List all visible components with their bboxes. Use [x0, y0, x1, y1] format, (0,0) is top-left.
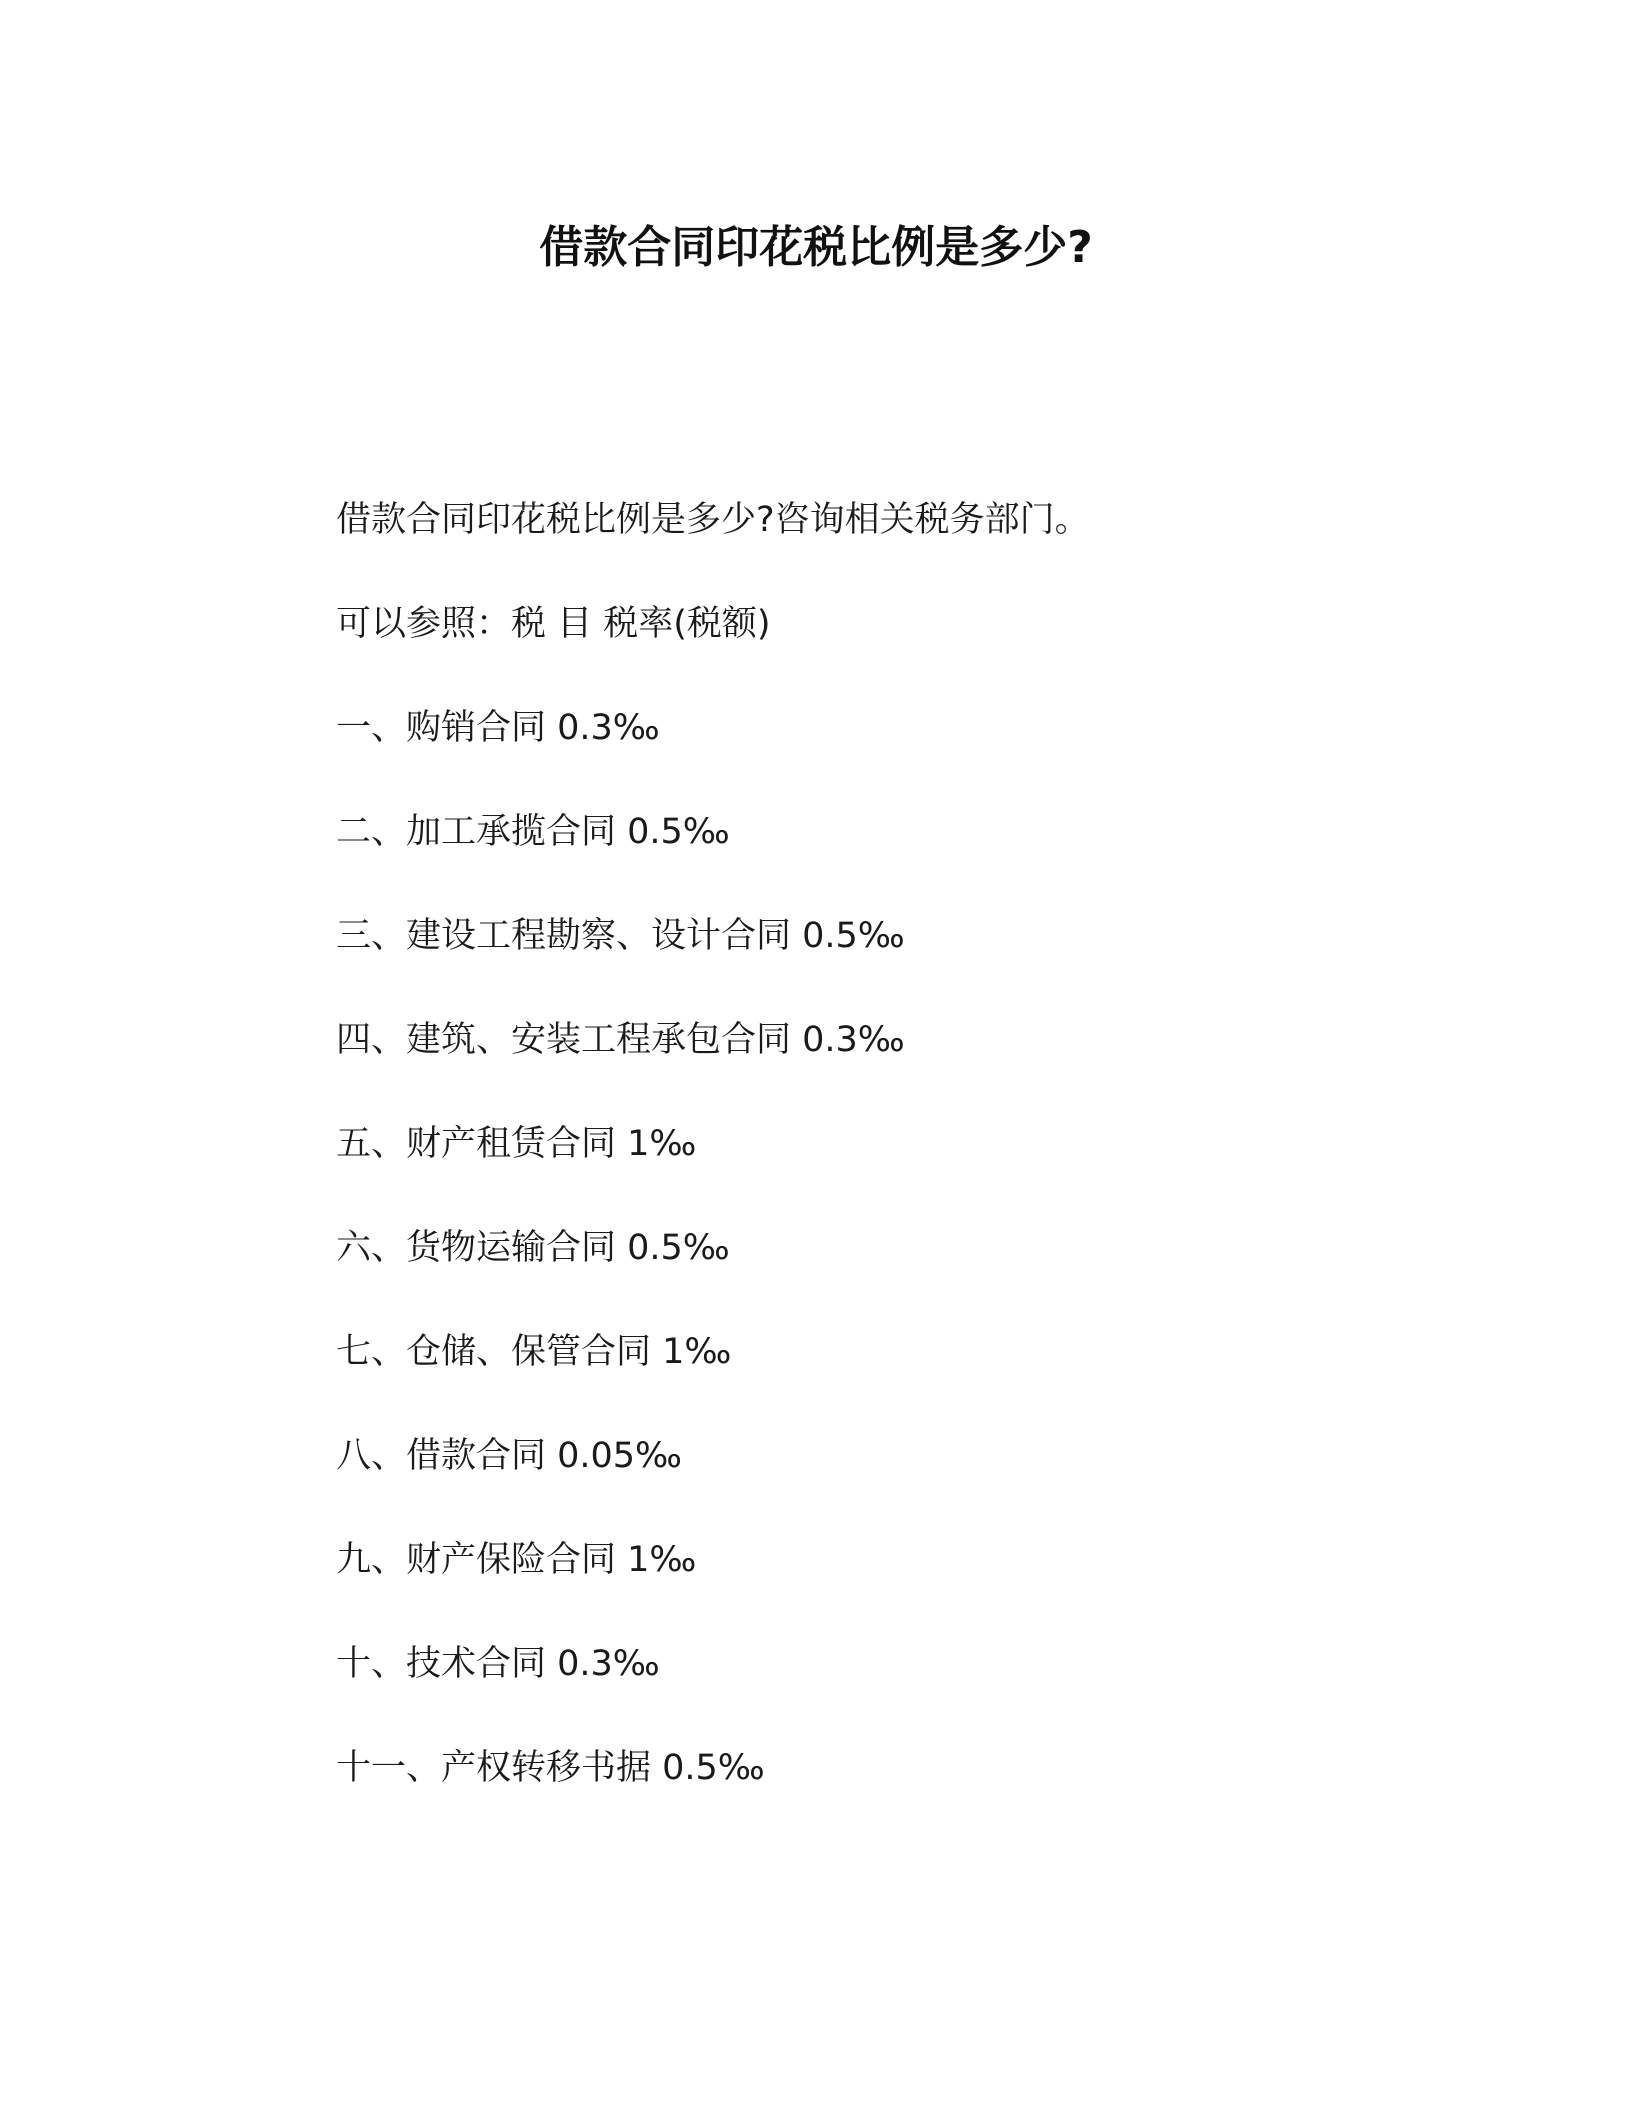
document-body: [336, 490, 1536, 1842]
tax-item-1: 一、购销合同 0.3‰: [336, 708, 660, 748]
tax-item-8: 八、借款合同 0.05‰: [336, 1436, 683, 1476]
tax-item-5: 五、财产租赁合同 1‰: [336, 1124, 697, 1164]
intro-paragraph: 借款合同印花税比例是多少?咨询相关税务部门。: [336, 500, 1090, 540]
reference-line: 可以参照：税 目 税率(税额): [336, 604, 771, 644]
tax-item-4: 四、建筑、安装工程承包合同 0.3‰: [336, 1020, 905, 1060]
tax-item-7: 七、仓储、保管合同 1‰: [336, 1332, 732, 1372]
tax-item-3: 三、建设工程勘察、设计合同 0.5‰: [336, 916, 905, 956]
tax-item-6: 六、货物运输合同 0.5‰: [336, 1228, 730, 1268]
tax-item-2: 二、加工承揽合同 0.5‰: [336, 812, 730, 852]
tax-item-10: 十、技术合同 0.3‰: [336, 1644, 660, 1684]
document-title: 借款合同印花税比例是多少?: [539, 222, 1093, 273]
tax-item-9: 九、财产保险合同 1‰: [336, 1540, 697, 1580]
tax-item-11: 十一、产权转移书据 0.5‰: [336, 1748, 765, 1788]
